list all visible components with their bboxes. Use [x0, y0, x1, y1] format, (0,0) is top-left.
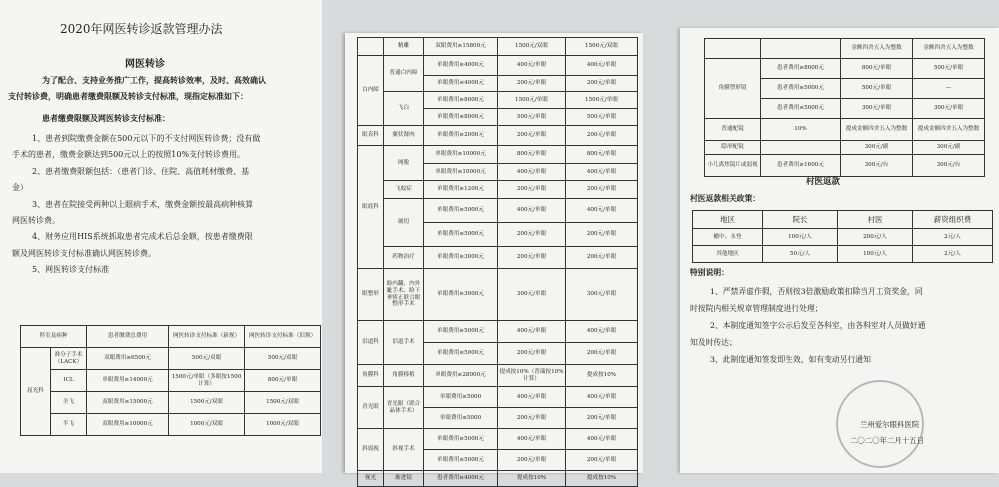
- official-seal-stamp: [836, 380, 924, 468]
- old-standard-cell: 800元/单眼: [245, 370, 321, 392]
- policy-heading: 村医返款相关政策：: [690, 194, 761, 203]
- dept-cell: [358, 38, 384, 56]
- fee-cell: 双眼费用≥6500元: [87, 348, 169, 370]
- rule-line: 网医转诊费。: [12, 216, 60, 226]
- special-line: 3、此制度通知签发即生效，如有变动另行通知: [710, 355, 871, 364]
- fee-cell: 单眼费用≥5000: [424, 387, 498, 408]
- disease-cell: 普通白内障: [384, 56, 424, 92]
- new-standard-cell: 1500元/双眼: [498, 38, 566, 56]
- new-standard-cell: 1000元/双眼: [169, 414, 245, 436]
- dept-cell: 视光: [358, 471, 384, 487]
- fee-cell: 单眼费用≥14000元: [87, 370, 169, 392]
- fee-cell: [761, 39, 841, 59]
- fee-cell: 单眼费用≤10000元: [424, 164, 498, 181]
- fee-cell: 单眼费用≥3000元: [424, 247, 498, 269]
- fee-cell: 单眼费用≥28000元: [424, 365, 498, 387]
- document-page-1: [0, 0, 322, 473]
- new-standard-cell: 500元/双眼: [169, 348, 245, 370]
- new-standard-cell: 200元/单眼: [498, 76, 566, 92]
- old-standard-cell: 200元/单眼: [566, 343, 638, 365]
- rule-line: 4、财务应用HIS系统抓取患者完成术后总金额，按患者缴费限: [32, 232, 253, 242]
- village-rebate-table: [692, 210, 993, 263]
- document-title: 2020年网医转诊返款管理办法: [60, 22, 223, 36]
- disease-cell: 角膜移植: [384, 365, 424, 387]
- table-header: 地区: [693, 211, 763, 229]
- table-header: 村医: [838, 211, 913, 229]
- dept-cell: 眼表科: [358, 126, 384, 146]
- fee-cell: 单眼费用≥5000元: [424, 199, 498, 223]
- rule-line: 3、患者在院接受两种以上眼病手术，缴费金额按最高病种核算: [32, 199, 254, 209]
- intro-line: 支付转诊费，明确患者缴费限额及转诊支付标准，现指定标准如下：: [8, 91, 248, 101]
- fee-cell: 单眼费用≤5000元: [424, 343, 498, 365]
- old-standard-cell: 提成按10%: [566, 471, 638, 487]
- new-standard-cell: 提成按10%: [498, 471, 566, 487]
- old-standard-cell: 1500元/双眼: [566, 38, 638, 56]
- disease-cell: 睑内翻、内外眦手术、睑下垂矫正联合眼整形手术: [384, 269, 424, 321]
- document-page-2: [345, 33, 643, 481]
- new-standard-cell: 400元/单眼: [498, 164, 566, 181]
- fee-cell: 患者费用≥1600元: [761, 155, 841, 177]
- rule-line: 手术的患者，缴费金额达到500元以上的按照10%支付转诊费用。: [12, 150, 246, 160]
- table-header: 院长: [763, 211, 838, 229]
- new-standard-cell: 300元/副: [841, 141, 913, 155]
- rule-line: 额及网医转诊支付标准确认网医转诊费。: [12, 248, 156, 258]
- signature-org: 兰州爱尔眼科医院: [860, 420, 920, 429]
- fee-cell: 单眼费用≤8000元: [424, 109, 498, 126]
- new-standard-cell: 200元/单眼: [498, 408, 566, 429]
- dept-cell: 眼整形: [358, 269, 384, 321]
- table-header: 网医转诊支付标准（旧规）: [245, 326, 321, 348]
- old-standard-cell: 1000元/双眼: [245, 414, 321, 436]
- dept-cell: [705, 39, 761, 59]
- fee-cell: 单眼费用≥8000元: [424, 92, 498, 109]
- disease-cell: 玻切: [384, 199, 424, 247]
- new-standard-cell: 提成金额四舍五入为整数: [841, 119, 913, 141]
- old-standard-cell: 400元/单眼: [566, 164, 638, 181]
- disease-cell: 半飞: [51, 414, 87, 436]
- old-standard-cell: 400元/单眼: [566, 387, 638, 408]
- subheading: 患者缴费限额及网医转诊支付标准：: [42, 113, 170, 123]
- new-standard-cell: 提成按10%（普瑞按10%计算）: [498, 365, 566, 387]
- dept-cell: 青光眼: [358, 387, 384, 429]
- special-heading: 特别说明：: [690, 268, 729, 277]
- new-standard-cell: 400元/单眼: [498, 321, 566, 343]
- fee-cell: 双眼费用≥15800元: [424, 38, 498, 56]
- new-standard-cell: 200元/单眼: [498, 247, 566, 269]
- fee-cell: 患者费用≥5000元: [761, 79, 841, 99]
- old-standard-cell: 500元/单眼: [913, 59, 985, 79]
- rule-line: 5、网医转诊支付标准: [32, 265, 110, 275]
- old-standard-cell: 1500元/单眼: [566, 92, 638, 109]
- table-header: 科室及病种: [21, 326, 87, 348]
- table-header: 患者缴费总费用: [87, 326, 169, 348]
- village-doctor-cell: 100元/人: [838, 246, 913, 263]
- new-standard-cell: 200元/单眼: [498, 450, 566, 471]
- fee-cell: 单眼费用≥4000元: [424, 56, 498, 76]
- old-standard-cell: —: [913, 79, 985, 99]
- new-standard-cell: 金额四舍五入为整数: [841, 39, 913, 59]
- old-standard-cell: 500元/双眼: [245, 348, 321, 370]
- dept-cell: 角膜科: [358, 365, 384, 387]
- old-standard-cell: 300元/单眼: [566, 269, 638, 321]
- fee-cell: 单眼费用≤5000元: [424, 450, 498, 471]
- village-section-heading: 村医返款: [806, 177, 841, 187]
- disease-cell: 药物治疗: [384, 247, 424, 269]
- fee-cell: 单眼费用≥1200元: [424, 181, 498, 199]
- dept-cell: 隐形配镜: [705, 141, 761, 155]
- disease-cell: 泪道手术: [384, 321, 424, 365]
- new-standard-cell: 300元/单眼: [841, 99, 913, 119]
- new-standard-cell: 400元/单眼: [498, 199, 566, 223]
- region-cell: 榆中、永登: [693, 229, 763, 246]
- old-standard-cell: 提成金额四舍五入为整数: [913, 119, 985, 141]
- old-standard-cell: 提成按10%: [566, 365, 638, 387]
- fee-cell: 单眼费用≤5000: [424, 408, 498, 429]
- fee-cell: 患者费用≥4000元: [424, 471, 498, 487]
- fee-cell: 单眼费用≥2000元: [424, 126, 498, 146]
- old-standard-cell: 400元/单眼: [566, 321, 638, 343]
- dept-cell: 小儿离焦镜片或弱视: [705, 155, 761, 177]
- new-standard-cell: 200元/单眼: [498, 181, 566, 199]
- old-standard-cell: 200元/单眼: [566, 223, 638, 247]
- old-standard-cell: 400元/单眼: [566, 429, 638, 450]
- dept-cell: 屈光科: [21, 348, 51, 436]
- new-standard-cell: 1500元/双眼: [169, 392, 245, 414]
- fee-cell: 双眼费用≥10000元: [87, 414, 169, 436]
- old-standard-cell: 200元/单眼: [566, 76, 638, 92]
- fee-cell: [761, 141, 841, 155]
- disease-cell: 翼状胬肉: [384, 126, 424, 146]
- new-standard-cell: 400元/单眼: [498, 56, 566, 76]
- rule-line: 1、患者到院缴费金额在500元以下的不支付网医转诊费；没有做: [32, 134, 261, 143]
- dept-cell: 泪道科: [358, 321, 384, 365]
- intro-line: 为了配合、支持业务推广工作，提高转诊效率，及时、高效确认: [42, 75, 266, 85]
- fee-cell: 单眼费用≤5000元: [424, 223, 498, 247]
- new-standard-cell: 200元/单眼: [498, 343, 566, 365]
- signature-date: 二〇二〇年二月十五日: [850, 436, 924, 445]
- new-standard-cell: 1500元/单眼: [498, 92, 566, 109]
- fee-cell: 单眼费用≥10000元: [424, 146, 498, 164]
- fee-cell: 患者费用≤5000元: [761, 99, 841, 119]
- old-standard-cell: 1500元/双眼: [245, 392, 321, 414]
- old-standard-cell: 800元/单眼: [566, 146, 638, 164]
- fee-cell: 单眼费用≥5000元: [424, 429, 498, 450]
- new-standard-cell: 500元/单眼: [841, 79, 913, 99]
- dept-cell: 角膜塑形镜: [705, 59, 761, 119]
- old-standard-cell: 200元/单眼: [566, 408, 638, 429]
- old-standard-cell: 金额四舍五入为整数: [913, 39, 985, 59]
- new-standard-cell: 500元/单眼: [498, 109, 566, 126]
- referral-standard-table: [20, 325, 321, 436]
- new-standard-cell: 300元/台: [841, 155, 913, 177]
- old-standard-cell: 200元/单眼: [566, 450, 638, 471]
- old-standard-cell: 300元/台: [913, 155, 985, 177]
- new-standard-cell: 200元/单眼: [498, 126, 566, 146]
- org-fee-cell: 2元/人: [913, 229, 993, 246]
- optometry-standard-table: [704, 38, 985, 177]
- disease-cell: 准分子手术（LACK）: [51, 348, 87, 370]
- new-standard-cell: 800元/单眼: [498, 146, 566, 164]
- special-line: 知及时传达；: [690, 338, 737, 347]
- section-heading: 网医转诊: [125, 59, 165, 70]
- old-standard-cell: 500元/单眼: [566, 109, 638, 126]
- special-line: 2、本制度通知签字公示后发至各科室，由各科室对人员做好通: [710, 321, 926, 330]
- old-standard-cell: 300元/副: [913, 141, 985, 155]
- table-header: 网医转诊支付标准（新规）: [169, 326, 245, 348]
- referral-standard-table-continued: [357, 37, 638, 487]
- new-standard-cell: 1500元/单眼（多眼按1500计算）: [169, 370, 245, 392]
- dept-cell: 白内障: [358, 56, 384, 126]
- region-cell: 其他地区: [693, 246, 763, 263]
- new-standard-cell: 400元/单眼: [498, 429, 566, 450]
- dept-cell: 眼底科: [358, 146, 384, 269]
- disease-cell: 飞白: [384, 92, 424, 126]
- special-line: 1、严禁弄虚作假，否则按3倍激励政策扣除当月工资奖金，同: [710, 287, 923, 296]
- village-doctor-cell: 200元/人: [838, 229, 913, 246]
- new-standard-cell: 300元/单眼: [498, 269, 566, 321]
- fee-cell: 患者费用≥8000元: [761, 59, 841, 79]
- old-standard-cell: 400元/单眼: [566, 56, 638, 76]
- org-fee-cell: 2元/人: [913, 246, 993, 263]
- old-standard-cell: 200元/单眼: [566, 247, 638, 269]
- fee-cell: 单眼费用≤4000元: [424, 76, 498, 92]
- old-standard-cell: 200元/单眼: [566, 181, 638, 199]
- dept-cell: 斜弱视: [358, 429, 384, 471]
- fee-cell: 单眼费用≥3000元: [424, 269, 498, 321]
- special-line: 时按院内相关规章管理制度进行处理；: [690, 304, 823, 313]
- disease-cell: 全飞: [51, 392, 87, 414]
- rule-line: 金）: [12, 183, 28, 193]
- old-standard-cell: 200元/单眼: [566, 126, 638, 146]
- new-standard-cell: 800元/单眼: [841, 59, 913, 79]
- old-standard-cell: 300元/单眼: [913, 99, 985, 119]
- disease-cell: 青光眼（联合晶体手术）: [384, 387, 424, 429]
- rule-line: 2、患者缴费限额包括：（患者门诊、住院、高值耗材缴费、基: [32, 166, 250, 176]
- new-standard-cell: 200元/单眼: [498, 223, 566, 247]
- disease-cell: 精雕: [384, 38, 424, 56]
- fee-cell: 双眼费用≥15000元: [87, 392, 169, 414]
- fee-cell: 单眼费用≥5000元: [424, 321, 498, 343]
- disease-cell: ICL: [51, 370, 87, 392]
- fee-cell: 10%: [761, 119, 841, 141]
- dept-cell: 普通配镜: [705, 119, 761, 141]
- director-cell: 100元/人: [763, 229, 838, 246]
- director-cell: 50元/人: [763, 246, 838, 263]
- disease-cell: 网脱: [384, 146, 424, 181]
- disease-cell: 斜视手术: [384, 429, 424, 471]
- new-standard-cell: 400元/单眼: [498, 387, 566, 408]
- disease-cell: 渐进镜: [384, 471, 424, 487]
- disease-cell: 飞蚊症: [384, 181, 424, 199]
- table-header: 薪资组织费: [913, 211, 993, 229]
- old-standard-cell: 400元/单眼: [566, 199, 638, 223]
